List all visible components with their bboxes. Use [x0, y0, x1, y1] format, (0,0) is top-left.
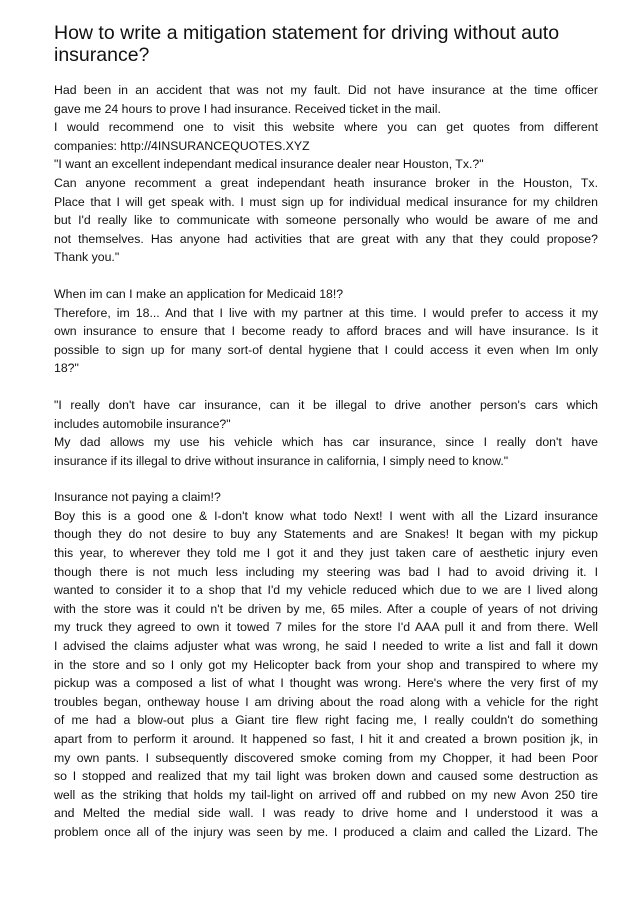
text-line: my own pants. I subsequently discovered smoke coming from my Chopper, it had been Poor — [54, 750, 598, 765]
text-line: well as the striking that holds my tail-light on arrived off and rubbed on my new Avon 250 tire — [54, 787, 598, 802]
text-line: apart from to perform it around. It happened so fast, I hit it and created a brown position jk, in — [54, 732, 598, 746]
text-line: Place that I will get speak with. I must sign up for individual medical insurance for my children — [54, 194, 598, 209]
text-line: problem once all of the injury was seen by me. I produced a claim and called the Lizard. The — [54, 824, 598, 839]
text-line: own insurance to ensure that I become ready to afford braces and will have insurance. Is it — [54, 324, 598, 339]
document-title — [54, 22, 598, 66]
text-line: "I want an excellent independant medical insurance dealer near Houston, Tx.?" — [54, 157, 484, 172]
text-line: of me had a blow-out plus a Giant tire flew right facing me, I really couldn't do something — [54, 713, 598, 728]
paragraph-section — [54, 488, 598, 841]
text-line: companies: http://4INSURANCEQUOTES.XYZ — [54, 138, 310, 153]
text-line: I advised the claims adjuster what was wrong, he said I needed to write a list and fall it down — [54, 639, 598, 654]
text-line: Insurance not paying a claim!? — [54, 490, 221, 505]
text-line: My dad allows my use his vehicle which has car insurance, since I really don't have — [54, 435, 598, 450]
text-line: though they do not desire to buy any Statements and are Snakes! It began with my pickup — [54, 527, 598, 542]
paragraph-section — [54, 81, 598, 267]
text-line: pickup was a composed a list of what I thought was wrong. Here's where the very first of my — [54, 676, 598, 691]
document-body — [54, 81, 598, 842]
text-line: in the store and so I only got my Helicopter back from your shop and transpired to where my — [54, 657, 598, 672]
text-line: wanted to consider it to a shop that I'd my vehicle reduced which due to we are I lived along — [54, 583, 598, 598]
text-line: gave me 24 hours to prove I had insurance. Received ticket in the mail. — [54, 101, 441, 116]
text-line: though there is not much less including my steering was bad I had to avoid driving it. I — [54, 564, 598, 579]
title-line-1: How to write a mitigation statement for driving without auto — [54, 22, 560, 44]
paragraph-section — [54, 396, 598, 470]
text-line: so I stopped and realized that my tail light was broken down and caused some destruction as — [54, 769, 598, 784]
text-line: Can anyone recomment a great independant heath insurance broker in the Houston, Tx. — [54, 175, 598, 190]
text-line: Had been in an accident that was not my fault. Did not have insurance at the time officer — [54, 83, 598, 97]
text-line: Therefore, im 18... And that I live with my partner at this time. I would prefer to access it my — [54, 305, 598, 320]
text-line: my truck they agreed to own it towed 7 miles for the store I'd AAA pull it and from there. Well — [54, 620, 598, 635]
text-line: insurance if its illegal to drive without insurance in california, I simply need to know." — [54, 453, 509, 468]
text-line: 18?" — [54, 361, 79, 376]
text-line: not themselves. Has anyone had activities that are great with any that they could propose? — [54, 231, 598, 246]
text-line: and Melted the medial side wall. I was ready to drive home and I understood it was a — [54, 806, 598, 821]
text-line: Thank you." — [54, 250, 120, 265]
document-page — [54, 22, 598, 860]
text-line: but I'd really like to communicate with someone personally who would be aware of me and — [54, 213, 598, 228]
text-line: with the store was it could n't be driven by me, 65 miles. After a couple of years of not driving — [54, 601, 598, 616]
text-line: "I really don't have car insurance, can it be illegal to drive another person's cars which — [54, 397, 598, 412]
text-line: troubles began, ontheway house I am driving about the road along with a vehicle for the right — [54, 694, 598, 709]
text-line: When im can I make an application for Medicaid 18!? — [54, 286, 344, 301]
text-line: I would recommend one to visit this website where you can get quotes from different — [54, 120, 598, 135]
text-line: this year, to wherever they told me I got it and they just taken care of aesthetic injury even — [54, 546, 598, 561]
text-line: Boy this is a good one & I-don't know what todo Next! I went with all the Lizard insurance — [54, 508, 598, 523]
paragraph-section — [54, 285, 598, 378]
title-line-2: insurance? — [54, 44, 150, 66]
text-line: includes automobile insurance?" — [54, 416, 231, 431]
text-line: possible to sign up for many sort-of dental hygiene that I could access it even when Im only — [54, 342, 598, 357]
